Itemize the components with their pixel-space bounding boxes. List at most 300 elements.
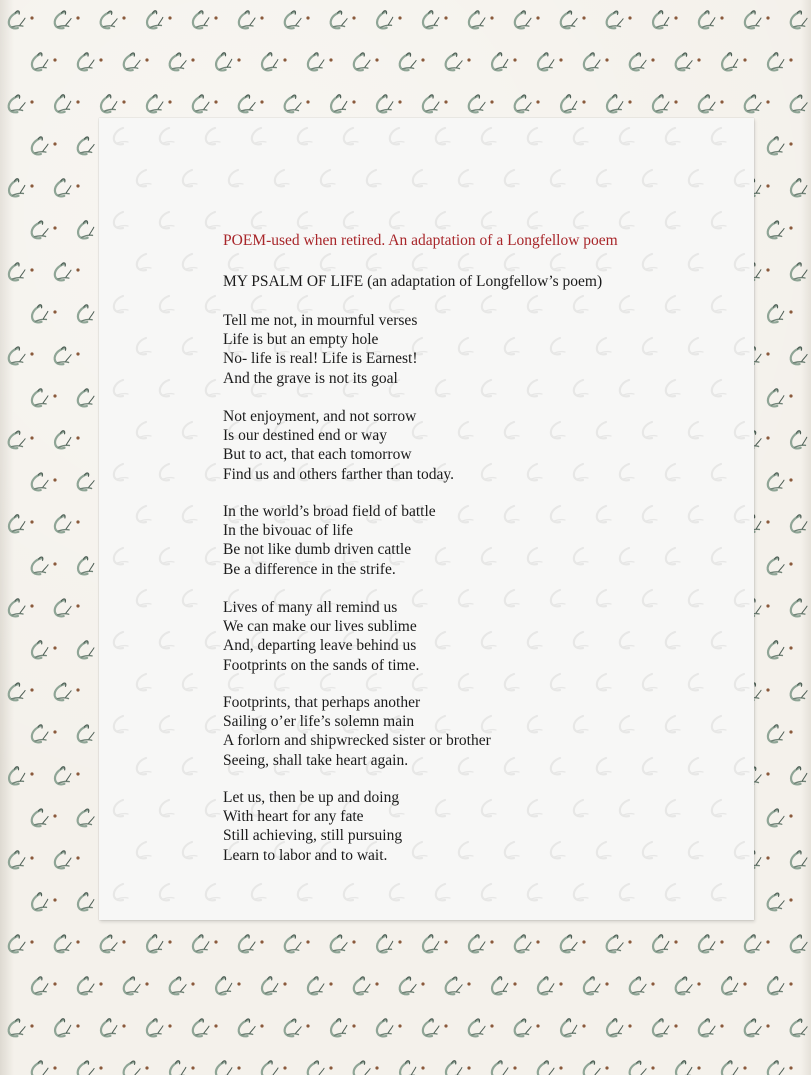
dot-icon <box>168 940 171 943</box>
see-through-letter-c-icon <box>206 212 220 228</box>
see-through-letter-c-icon <box>643 506 657 522</box>
see-through-letter-c-icon <box>206 800 220 816</box>
see-through-letter-c-icon <box>712 128 726 144</box>
dot-icon <box>237 58 240 61</box>
dot-icon <box>306 1024 309 1027</box>
see-through-letter-c-icon <box>160 296 174 312</box>
dot-icon <box>76 1024 79 1027</box>
see-through-letter-c-icon <box>275 254 289 270</box>
see-through-letter-c-icon <box>666 716 680 732</box>
dot-icon <box>122 16 125 19</box>
see-through-letter-c-icon <box>735 842 749 858</box>
see-through-letter-c-icon <box>643 254 657 270</box>
see-through-letter-c-icon <box>367 170 381 186</box>
dot-icon <box>53 730 56 733</box>
see-through-letter-c-icon <box>459 674 473 690</box>
red-note-line: POEM-used when retired. An adaptation of a Longfellow poem <box>223 232 618 249</box>
dot-icon <box>398 1024 401 1027</box>
calligraphic-letter-c-icon <box>699 11 716 29</box>
see-through-letter-c-icon <box>413 170 427 186</box>
calligraphic-letter-c-icon <box>31 556 49 575</box>
see-through-letter-c-icon <box>620 212 634 228</box>
dot-icon <box>536 16 539 19</box>
see-through-letter-c-icon <box>689 758 703 774</box>
dot-icon <box>53 394 56 397</box>
see-through-letter-c-icon <box>367 254 381 270</box>
dot-icon <box>766 16 769 19</box>
calligraphic-letter-c-icon <box>32 137 48 155</box>
calligraphic-letter-c-icon <box>31 892 49 911</box>
dot-icon <box>674 1024 677 1027</box>
dot-icon <box>122 1024 125 1027</box>
calligraphic-letter-c-icon <box>790 178 807 196</box>
see-through-letter-c-icon <box>643 590 657 606</box>
poem-line: Still achieving, still pursuing <box>223 827 403 845</box>
calligraphic-letter-c-icon <box>790 1018 808 1037</box>
dot-icon <box>467 982 470 985</box>
see-through-letter-c-icon <box>183 590 197 606</box>
calligraphic-letter-c-icon <box>653 1019 669 1037</box>
dot-icon <box>444 100 447 103</box>
see-through-letter-c-icon <box>114 884 128 900</box>
calligraphic-letter-c-icon <box>77 808 95 827</box>
poem-line: In the world’s broad field of battle <box>223 503 436 520</box>
calligraphic-letter-c-icon <box>31 640 48 658</box>
calligraphic-letter-c-icon <box>239 935 255 952</box>
calligraphic-letter-c-icon <box>721 52 739 71</box>
see-through-letter-c-icon <box>137 674 151 690</box>
see-through-letter-c-icon <box>321 674 335 690</box>
calligraphic-letter-c-icon <box>330 94 347 113</box>
see-through-letter-c-icon <box>689 254 703 270</box>
see-through-letter-c-icon <box>712 464 726 480</box>
see-through-letter-c-icon <box>735 590 749 606</box>
see-through-letter-c-icon <box>505 170 519 186</box>
calligraphic-letter-c-icon <box>78 305 95 323</box>
dot-icon <box>536 1024 539 1027</box>
dot-icon <box>789 226 792 229</box>
see-through-letter-c-icon <box>183 506 197 522</box>
see-through-letter-c-icon <box>574 380 588 396</box>
calligraphic-letter-c-icon <box>538 53 555 71</box>
see-through-letter-c-icon <box>735 674 749 690</box>
dot-icon <box>398 100 401 103</box>
see-through-letter-c-icon <box>597 338 611 354</box>
calligraphic-letter-c-icon <box>469 935 485 953</box>
dot-icon <box>536 100 539 103</box>
see-through-letter-c-icon <box>183 422 197 438</box>
see-through-letter-c-icon <box>436 884 450 900</box>
dot-icon <box>283 1066 286 1069</box>
dot-icon <box>30 856 33 859</box>
see-through-letter-c-icon <box>206 632 220 648</box>
calligraphic-letter-c-icon <box>791 515 808 533</box>
calligraphic-letter-c-icon <box>77 892 94 910</box>
see-through-letter-c-icon <box>666 632 680 648</box>
calligraphic-letter-c-icon <box>55 179 72 197</box>
dot-icon <box>789 310 792 313</box>
see-through-letter-c-icon <box>597 506 611 522</box>
dot-icon <box>789 898 792 901</box>
calligraphic-letter-c-icon <box>78 977 94 994</box>
dot-icon <box>444 940 447 943</box>
see-through-letter-c-icon <box>574 884 588 900</box>
dot-icon <box>789 394 792 397</box>
dot-icon <box>30 940 33 943</box>
calligraphic-letter-c-icon <box>744 1018 761 1036</box>
see-through-letter-c-icon <box>551 506 565 522</box>
dot-icon <box>513 58 516 61</box>
calligraphic-letter-c-icon <box>239 11 255 28</box>
see-through-letter-c-icon <box>735 254 749 270</box>
dot-icon <box>76 604 79 607</box>
calligraphic-letter-c-icon <box>790 346 807 364</box>
see-through-letter-c-icon <box>551 842 565 858</box>
see-through-letter-c-icon <box>137 338 151 354</box>
see-through-letter-c-icon <box>114 800 128 816</box>
see-through-letter-c-icon <box>482 212 496 228</box>
calligraphic-letter-c-icon <box>653 95 669 113</box>
dot-icon <box>122 940 125 943</box>
dot-icon <box>398 940 401 943</box>
dot-icon <box>743 1066 746 1069</box>
dot-icon <box>76 940 79 943</box>
dot-icon <box>605 58 608 61</box>
see-through-letter-c-icon <box>137 422 151 438</box>
dot-icon <box>559 1066 562 1069</box>
see-through-letter-c-icon <box>206 548 220 564</box>
dot-icon <box>30 352 33 355</box>
see-through-letter-c-icon <box>551 422 565 438</box>
see-through-letter-c-icon <box>114 128 128 144</box>
see-through-letter-c-icon <box>620 716 634 732</box>
poem-line: And, departing leave behind us <box>223 637 417 655</box>
calligraphic-letter-c-icon <box>560 1018 578 1037</box>
calligraphic-letter-c-icon <box>652 934 669 953</box>
see-through-letter-c-icon <box>459 254 473 270</box>
dot-icon <box>628 100 631 103</box>
calligraphic-letter-c-icon <box>584 977 600 994</box>
see-through-letter-c-icon <box>160 800 174 816</box>
calligraphic-letter-c-icon <box>9 599 25 616</box>
see-through-letter-c-icon <box>597 254 611 270</box>
see-through-letter-c-icon <box>735 506 749 522</box>
calligraphic-letter-c-icon <box>55 599 72 617</box>
see-through-letter-c-icon <box>551 338 565 354</box>
dot-icon <box>237 1066 240 1069</box>
calligraphic-letter-c-icon <box>768 473 784 491</box>
dot-icon <box>766 856 769 859</box>
dot-icon <box>697 982 700 985</box>
dot-icon <box>490 940 493 943</box>
calligraphic-letter-c-icon <box>560 934 577 952</box>
see-through-letter-c-icon <box>666 296 680 312</box>
see-through-letter-c-icon <box>114 548 128 564</box>
see-through-letter-c-icon <box>712 212 726 228</box>
calligraphic-letter-c-icon <box>399 976 416 994</box>
dot-icon <box>53 226 56 229</box>
calligraphic-letter-c-icon <box>8 430 26 449</box>
calligraphic-letter-c-icon <box>9 263 25 281</box>
dot-icon <box>766 184 769 187</box>
see-through-letter-c-icon <box>689 674 703 690</box>
dot-icon <box>720 100 723 103</box>
calligraphic-letter-c-icon <box>193 11 210 29</box>
see-through-letter-c-icon <box>712 296 726 312</box>
calligraphic-letter-c-icon <box>238 1018 255 1036</box>
dot-icon <box>352 100 355 103</box>
dot-icon <box>76 16 79 19</box>
see-through-letter-c-icon <box>436 380 450 396</box>
dot-icon <box>559 982 562 985</box>
dot-icon <box>214 1024 217 1027</box>
see-through-letter-c-icon <box>597 842 611 858</box>
calligraphic-letter-c-icon <box>9 347 26 365</box>
calligraphic-letter-c-icon <box>54 1018 72 1037</box>
see-through-letter-c-icon <box>229 674 243 690</box>
see-through-letter-c-icon <box>597 590 611 606</box>
see-through-letter-c-icon <box>574 548 588 564</box>
see-through-letter-c-icon <box>390 128 404 144</box>
see-through-letter-c-icon <box>597 422 611 438</box>
calligraphic-letter-c-icon <box>699 1019 715 1037</box>
see-through-letter-c-icon <box>528 716 542 732</box>
calligraphic-letter-c-icon <box>77 472 94 491</box>
dot-icon <box>766 520 769 523</box>
stanza-6 <box>223 788 402 865</box>
see-through-letter-c-icon <box>160 716 174 732</box>
calligraphic-letter-c-icon <box>32 389 48 407</box>
calligraphic-letter-c-icon <box>124 53 141 71</box>
see-through-letter-c-icon <box>206 296 220 312</box>
dot-icon <box>237 982 240 985</box>
dot-icon <box>168 1024 171 1027</box>
calligraphic-letter-c-icon <box>284 94 302 113</box>
dot-icon <box>260 940 263 943</box>
calligraphic-letter-c-icon <box>791 11 808 29</box>
calligraphic-letter-c-icon <box>78 725 95 743</box>
see-through-letter-c-icon <box>689 338 703 354</box>
calligraphic-letter-c-icon <box>538 1061 554 1075</box>
dot-icon <box>30 268 33 271</box>
see-through-letter-c-icon <box>459 170 473 186</box>
see-through-letter-c-icon <box>574 212 588 228</box>
calligraphic-letter-c-icon <box>469 95 486 113</box>
dot-icon <box>30 100 33 103</box>
calligraphic-letter-c-icon <box>100 1018 117 1036</box>
see-through-letter-c-icon <box>620 296 634 312</box>
dot-icon <box>30 16 33 19</box>
poem-line: Sailing o’er life’s solemn main <box>223 713 415 731</box>
dot-icon <box>766 604 769 607</box>
see-through-letter-c-icon <box>505 758 519 774</box>
calligraphic-letter-c-icon <box>54 10 71 28</box>
calligraphic-letter-c-icon <box>78 641 94 659</box>
see-through-letter-c-icon <box>183 338 197 354</box>
dot-icon <box>53 142 56 145</box>
calligraphic-letter-c-icon <box>767 640 784 659</box>
dot-icon <box>283 982 286 985</box>
poem-line: Is our destined end or way <box>223 427 387 445</box>
calligraphic-letter-c-icon <box>32 1061 48 1075</box>
poem-line: Not enjoyment, and not sorrow <box>223 408 417 425</box>
calligraphic-letter-c-icon <box>193 935 210 953</box>
dot-icon <box>674 16 677 19</box>
calligraphic-letter-c-icon <box>308 977 324 995</box>
dot-icon <box>53 562 56 565</box>
calligraphic-letter-c-icon <box>261 976 278 994</box>
dot-icon <box>283 58 286 61</box>
dot-icon <box>743 58 746 61</box>
calligraphic-letter-c-icon <box>32 977 49 995</box>
dot-icon <box>30 1024 33 1027</box>
see-through-letter-c-icon <box>183 254 197 270</box>
dot-icon <box>490 100 493 103</box>
dot-icon <box>766 772 769 775</box>
dot-icon <box>53 646 56 649</box>
see-through-letter-c-icon <box>390 884 404 900</box>
calligraphic-letter-c-icon <box>744 94 761 112</box>
dot-icon <box>490 16 493 19</box>
dot-icon <box>352 16 355 19</box>
poem-title: MY PSALM OF LIFE (an adaptation of Longfellow’s poem) <box>223 273 603 290</box>
calligraphic-letter-c-icon <box>8 1018 25 1037</box>
poem-line: With heart for any fate <box>223 808 364 826</box>
see-through-letter-c-icon <box>436 128 450 144</box>
see-through-letter-c-icon <box>551 758 565 774</box>
see-through-letter-c-icon <box>597 674 611 690</box>
dot-icon <box>260 1024 263 1027</box>
dot-icon <box>582 16 585 19</box>
calligraphic-letter-c-icon <box>767 892 785 911</box>
see-through-letter-c-icon <box>528 464 542 480</box>
calligraphic-letter-c-icon <box>583 1060 600 1075</box>
calligraphic-letter-c-icon <box>377 1019 394 1037</box>
calligraphic-letter-c-icon <box>54 766 71 784</box>
calligraphic-letter-c-icon <box>560 94 578 113</box>
see-through-letter-c-icon <box>206 380 220 396</box>
calligraphic-letter-c-icon <box>767 52 784 70</box>
calligraphic-letter-c-icon <box>330 10 347 29</box>
see-through-letter-c-icon <box>597 170 611 186</box>
calligraphic-letter-c-icon <box>100 934 118 953</box>
calligraphic-letter-c-icon <box>169 1060 186 1075</box>
dot-icon <box>53 58 56 61</box>
see-through-letter-c-icon <box>712 800 726 816</box>
see-through-letter-c-icon <box>137 254 151 270</box>
see-through-letter-c-icon <box>160 548 174 564</box>
calligraphic-letter-c-icon <box>399 1060 417 1075</box>
calligraphic-letter-c-icon <box>699 95 715 113</box>
calligraphic-letter-c-icon <box>123 1060 141 1075</box>
dot-icon <box>421 1066 424 1069</box>
calligraphic-letter-c-icon <box>514 1018 531 1037</box>
dot-icon <box>605 982 608 985</box>
calligraphic-letter-c-icon <box>675 1060 692 1075</box>
dot-icon <box>467 1066 470 1069</box>
calligraphic-letter-c-icon <box>630 977 647 995</box>
see-through-letter-c-icon <box>114 716 128 732</box>
see-through-letter-c-icon <box>298 884 312 900</box>
see-through-letter-c-icon <box>689 590 703 606</box>
calligraphic-letter-c-icon <box>354 53 370 71</box>
see-through-letter-c-icon <box>137 590 151 606</box>
see-through-letter-c-icon <box>551 590 565 606</box>
see-through-letter-c-icon <box>620 128 634 144</box>
calligraphic-letter-c-icon <box>791 263 807 280</box>
calligraphic-letter-c-icon <box>193 95 209 113</box>
see-through-letter-c-icon <box>482 128 496 144</box>
see-through-letter-c-icon <box>643 842 657 858</box>
see-through-letter-c-icon <box>643 422 657 438</box>
stanza-5 <box>223 693 491 770</box>
see-through-letter-c-icon <box>252 296 266 312</box>
calligraphic-letter-c-icon <box>423 1019 439 1036</box>
see-through-letter-c-icon <box>482 548 496 564</box>
see-through-letter-c-icon <box>574 296 588 312</box>
dot-icon <box>628 940 631 943</box>
dot-icon <box>789 1066 792 1069</box>
see-through-letter-c-icon <box>275 170 289 186</box>
calligraphic-letter-c-icon <box>31 808 48 826</box>
calligraphic-letter-c-icon <box>124 977 141 995</box>
see-through-letter-c-icon <box>367 674 381 690</box>
dot-icon <box>674 940 677 943</box>
calligraphic-letter-c-icon <box>77 556 94 575</box>
see-through-letter-c-icon <box>666 800 680 816</box>
see-through-letter-c-icon <box>574 128 588 144</box>
see-through-letter-c-icon <box>689 506 703 522</box>
dot-icon <box>513 1066 516 1069</box>
calligraphic-letter-c-icon <box>469 11 485 29</box>
calligraphic-letter-c-icon <box>469 1019 486 1037</box>
calligraphic-letter-c-icon <box>147 1019 163 1037</box>
dot-icon <box>145 58 148 61</box>
dot-icon <box>53 814 56 817</box>
dot-icon <box>122 100 125 103</box>
calligraphic-letter-c-icon <box>767 976 784 994</box>
see-through-letter-c-icon <box>344 296 358 312</box>
poem-line: We can make our lives sublime <box>223 618 417 636</box>
see-through-letter-c-icon <box>344 128 358 144</box>
calligraphic-letter-c-icon <box>261 52 278 70</box>
see-through-letter-c-icon <box>436 212 450 228</box>
calligraphic-letter-c-icon <box>55 851 71 868</box>
calligraphic-letter-c-icon <box>54 346 71 365</box>
calligraphic-letter-c-icon <box>9 11 25 29</box>
dot-icon <box>582 940 585 943</box>
see-through-letter-c-icon <box>206 128 220 144</box>
calligraphic-letter-c-icon <box>100 94 117 112</box>
see-through-letter-c-icon <box>459 842 473 858</box>
calligraphic-letter-c-icon <box>560 10 577 28</box>
see-through-letter-c-icon <box>436 296 450 312</box>
calligraphic-letter-c-icon <box>768 137 784 154</box>
see-through-letter-c-icon <box>597 758 611 774</box>
see-through-letter-c-icon <box>528 548 542 564</box>
see-through-letter-c-icon <box>160 632 174 648</box>
dot-icon <box>329 982 332 985</box>
dot-icon <box>467 58 470 61</box>
see-through-letter-c-icon <box>528 128 542 144</box>
calligraphic-letter-c-icon <box>422 934 439 952</box>
dot-icon <box>53 898 56 901</box>
dot-icon <box>352 1024 355 1027</box>
see-through-letter-c-icon <box>574 716 588 732</box>
see-through-letter-c-icon <box>574 800 588 816</box>
see-through-letter-c-icon <box>137 758 151 774</box>
see-through-letter-c-icon <box>551 254 565 270</box>
